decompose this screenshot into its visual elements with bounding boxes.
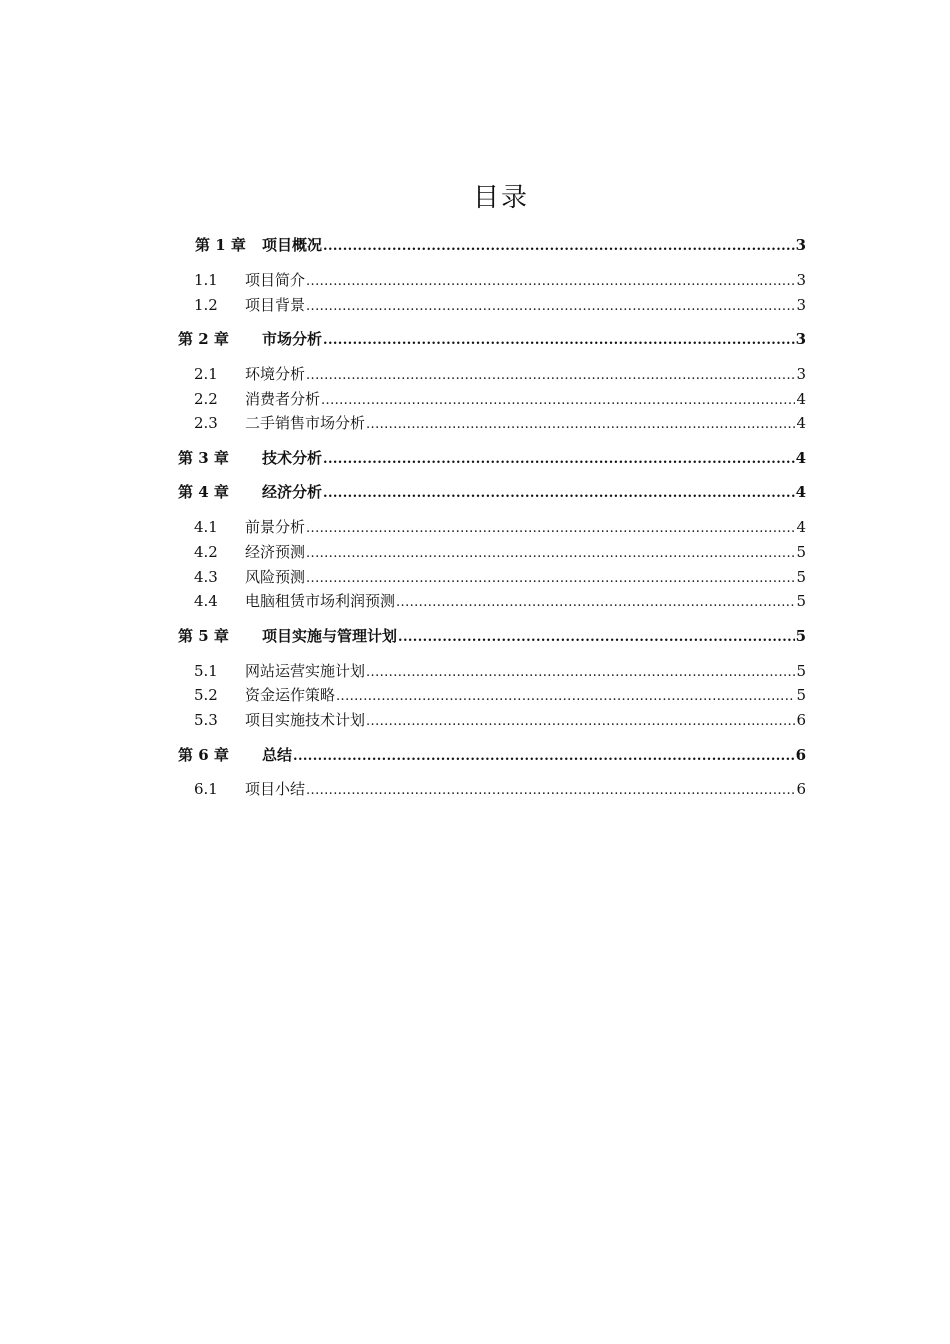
- toc-section-entry[interactable]: [194, 709, 806, 731]
- toc-chapter-entry[interactable]: [178, 625, 806, 647]
- dot-leader: [306, 269, 795, 291]
- toc-entry-number: 1.2: [194, 296, 218, 314]
- dot-leader: [306, 541, 795, 563]
- dot-leader: [366, 412, 795, 434]
- toc-chapter-entry[interactable]: [195, 234, 806, 256]
- toc-section-entry[interactable]: [194, 590, 806, 612]
- toc-entry-title: 环境分析: [245, 365, 306, 383]
- toc-entry-title: 电脑租赁市场利润预测: [245, 592, 396, 610]
- toc-entry-title: 经济预测: [245, 543, 306, 561]
- toc-entry-title: 市场分析: [262, 330, 323, 348]
- toc-entry-number: 1.1: [194, 271, 218, 289]
- dot-leader: [306, 363, 795, 385]
- toc-chapter-entry[interactable]: [178, 447, 806, 469]
- toc-entry-title: 项目背景: [245, 296, 306, 314]
- toc-entry-number: 4.3: [194, 568, 218, 586]
- toc-page-number: 4: [795, 449, 806, 467]
- toc-page-number: 4: [796, 390, 806, 408]
- toc-page-number: 5: [796, 686, 806, 704]
- toc-chapter-entry[interactable]: [178, 744, 806, 766]
- dot-leader: [323, 481, 795, 503]
- toc-entry-number: 5.1: [194, 662, 218, 680]
- toc-entry-title: 资金运作策略: [245, 686, 336, 704]
- dot-leader: [396, 590, 795, 612]
- toc-page-number: 6: [796, 711, 806, 729]
- toc-page-number: 6: [796, 780, 806, 798]
- toc-page-number: 5: [796, 543, 806, 561]
- toc-section-entry[interactable]: [194, 412, 806, 434]
- toc-section-entry[interactable]: [194, 269, 806, 291]
- toc-entry-title: 总结: [262, 746, 293, 764]
- toc-entry-number: 第 4 章: [178, 483, 229, 501]
- dot-leader: [323, 234, 795, 256]
- dot-leader: [306, 566, 795, 588]
- toc-entry-title: 项目简介: [245, 271, 306, 289]
- toc-page-number: 5: [796, 662, 806, 680]
- toc-entry-number: 第 1 章: [195, 236, 246, 254]
- toc-page-number: 4: [796, 414, 806, 432]
- toc-entry-title: 风险预测: [245, 568, 306, 586]
- toc-section-entry[interactable]: [194, 294, 806, 316]
- dot-leader: [321, 388, 795, 410]
- toc-entry-number: 4.1: [194, 518, 218, 536]
- dot-leader: [306, 294, 795, 316]
- toc-page-number: 3: [796, 365, 806, 383]
- toc-entry-title: 前景分析: [245, 518, 306, 536]
- toc-entry-number: 2.1: [194, 365, 218, 383]
- toc-entry-number: 第 2 章: [178, 330, 229, 348]
- toc-page-number: 6: [795, 746, 806, 764]
- toc-section-entry[interactable]: [194, 363, 806, 385]
- dot-leader: [323, 328, 795, 350]
- toc-page-number: 5: [796, 592, 806, 610]
- toc-entry-number: 第 5 章: [178, 627, 229, 645]
- toc-section-entry[interactable]: [194, 516, 806, 538]
- toc-page-number: 3: [796, 296, 806, 314]
- toc-section-entry[interactable]: [194, 660, 806, 682]
- toc-chapter-entry[interactable]: [178, 481, 806, 503]
- toc-entry-number: 4.4: [194, 592, 218, 610]
- dot-leader: [366, 709, 795, 731]
- toc-entry-title: 网站运营实施计划: [245, 662, 366, 680]
- toc-entry-number: 2.3: [194, 414, 218, 432]
- toc-title: 目录: [472, 183, 529, 213]
- toc-entry-title: 二手销售市场分析: [245, 414, 366, 432]
- dot-leader: [366, 660, 795, 682]
- dot-leader: [306, 516, 795, 538]
- toc-entry-title: 经济分析: [262, 483, 323, 501]
- toc-entry-number: 2.2: [194, 390, 218, 408]
- toc-section-entry[interactable]: [194, 566, 806, 588]
- dot-leader: [306, 778, 795, 800]
- toc-page-number: 5: [795, 627, 806, 645]
- dot-leader: [398, 625, 795, 647]
- toc-entry-title: 技术分析: [262, 449, 323, 467]
- toc-entry-title: 消费者分析: [245, 390, 321, 408]
- toc-page-number: 4: [795, 483, 806, 501]
- dot-leader: [293, 744, 795, 766]
- toc-page-number: 4: [796, 518, 806, 536]
- toc-page-number: 3: [795, 236, 806, 254]
- toc-entry-title: 项目实施技术计划: [245, 711, 366, 729]
- toc-page-number: 5: [796, 568, 806, 586]
- toc-page-number: 3: [795, 330, 806, 348]
- toc-entry-title: 项目概况: [262, 236, 323, 254]
- toc-entry-number: 6.1: [194, 780, 218, 798]
- toc-entry-title: 项目实施与管理计划: [262, 627, 398, 645]
- toc-entry-title: 项目小结: [245, 780, 306, 798]
- toc-entry-number: 第 6 章: [178, 746, 229, 764]
- dot-leader: [323, 447, 795, 469]
- dot-leader: [336, 684, 795, 706]
- toc-chapter-entry[interactable]: [178, 328, 806, 350]
- toc-entry-number: 第 3 章: [178, 449, 229, 467]
- toc-section-entry[interactable]: [194, 778, 806, 800]
- toc-entry-number: 5.2: [194, 686, 218, 704]
- toc-section-entry[interactable]: [194, 684, 806, 706]
- toc-page-number: 3: [796, 271, 806, 289]
- toc-section-entry[interactable]: [194, 541, 806, 563]
- toc-section-entry[interactable]: [194, 388, 806, 410]
- toc-entry-number: 5.3: [194, 711, 218, 729]
- toc-entry-number: 4.2: [194, 543, 218, 561]
